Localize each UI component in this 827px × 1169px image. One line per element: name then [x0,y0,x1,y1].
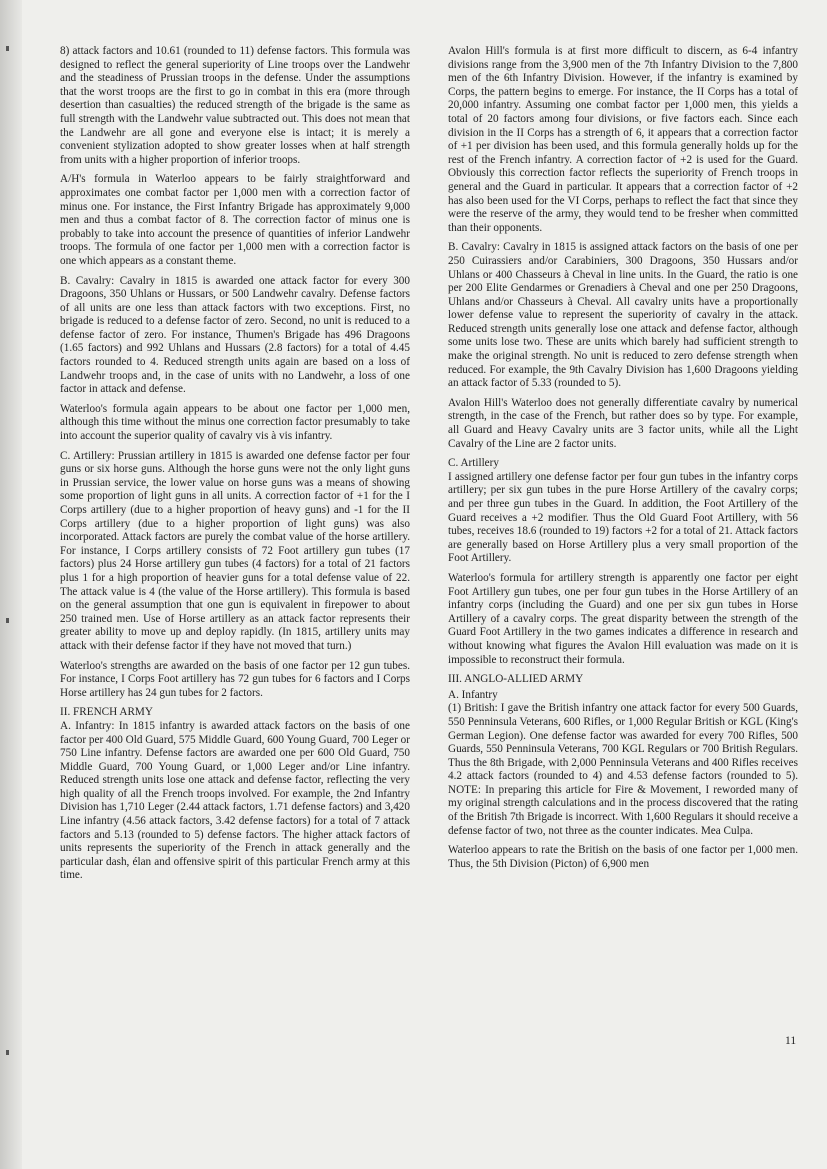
paragraph: I assigned artillery one defense factor per four gun tubes in the infantry corps artillery; per six gun tubes in the pure Horse Artillery of the cavalry corps; and per three gun tubes in the Guard. In addition, the Foot Artillery of the Guard receives a +2 modifier. Thus the Old Guard Foot Artillery, with 56 tubes, receives 18.6 (rounded to 19) factors +2 for a total of 21. Attack factors are generally based on Horse Artillery plus a very small proportion of the Foot Artillery. [448,470,798,565]
scan-mark [6,1050,9,1055]
paragraph: (1) British: I gave the British infantry one attack factor for every 500 Guards, 550 Penninsula Veterans, 600 Rifles, or 1,000 Regular British or KGL (King's German Legion). One defense factor was awarded for every 700 Rifles, 500 Guards, 550 Penninsula Veterans, 700 KGL Regulars or 700 British Regulars. Thus the 8th Brigade, with 2,000 Penninsula Veterans and 400 Rifles receives 4.2 attack factors (rounded to 4) and 4.53 defense factors (rounded to 5). NOTE: In preparing this article for Fire & Movement, I reworded many of my original strength calculations and in the process discovered that the rating of the British 7th Brigade is incorrect. With 1,600 Regulars it should receive a defense factor of two, not three as the counter indicates. Mea Culpa. [448,702,798,837]
page-number: 11 [785,1035,797,1047]
subsection-heading: C. Artillery [448,457,499,470]
paragraph: Waterloo's strengths are awarded on the basis of one factor per 12 gun tubes. For instance, I Corps Foot artillery has 72 gun tubes for 6 factors and I Corps Horse artillery has 24 gun tubes for 2 factors. [60,659,410,699]
left-column [60,45,410,889]
paragraph: 8) attack factors and 10.61 (rounded to 11) defense factors. This formula was designed to reflect the general superiority of Line troops over the Landwehr and the steadiness of Prussian troops in the defense. Under the assumptions that the worst troops are the first to go in combat in this era (more through desertion than casualties) the reduced strength of the brigade is the same as full strength with the Landwehr value subtracted out. This does not mean that the Landwehr are all gone and everyone else is intact; it is merely a convenient stylization adopted to show greater losses when at half strength from units with a higher proportion of inferior troops. [60,45,410,166]
scan-shadow [0,0,22,1169]
subsection-heading: A. Infantry [448,688,498,701]
paragraph: Avalon Hill's formula is at first more difficult to discern, as 6-4 infantry divisions range from the 3,900 men of the 7th Infantry Division to the 7,800 men of the 6th Infantry Division. However, if the infantry is examined by Corps, the pattern begins to emerge. For instance, the II Corps has a total of 20,000 infantry. Assuming one combat factor per 1,000 men, this yields a total of 20 factors among four divisions, or five factors each. Since each division in the II Corps has a strength of 6, it appears that a correction factor of +1 per division has been used, and this formula generally holds up for the rest of the French infantry. A correction factor of +2 is used for the Guard. Obviously this correction factor reflects the superiority of French troops in general and the Guard in particular. It appears that a correction factor of +2 has also been used for the VI Corps, perhaps to reflect the fact that since they were the reserve of the army, they would tend to be fresher when committed than their opponents. [448,45,798,234]
paragraph: A. Infantry: In 1815 infantry is awarded attack factors on the basis of one factor per 400 Old Guard, 575 Middle Guard, 600 Young Guard, 700 Leger or 750 Line infantry. Defense factors are awarded one per 600 Old Guard, 750 Middle Guard, 700 Young Guard, or 1,000 Leger and/or Line infantry. Reduced strength units lose one attack and defense factor, reflecting the very high quality of all the French troops involved. For example, the 2nd Infantry Division has 1,710 Leger (2.44 attack factors, 1.71 defense factors) and 3,420 Line infantry (4.56 attack factors, 3.42 defense factors) for a total of 7 attack factors and 5.13 (rounded to 5) defense factors. The higher attack factors of units represents the superiority of the French in attack generally and the particular dash, élan and offensive spirit of this particular French army at this time. [60,719,410,882]
section-heading: II. FRENCH ARMY [60,706,153,719]
scan-mark [6,46,9,51]
scan-mark [6,618,9,623]
paragraph: A/H's formula in Waterloo appears to be fairly straightforward and approximates one combat factor per 1,000 men with a correction factor of minus one. For instance, the First Infantry Brigade has approximately 9,000 men and thus a combat factor of 8. The correction factor of minus one is probably to take into account the presence of quantities of inferior Landwehr troops. The formula of one factor per 1,000 men with a correction factor is one which appears as a constant theme. [60,173,410,267]
section-heading: III. ANGLO-ALLIED ARMY [448,673,584,686]
paragraph: B. Cavalry: Cavalry in 1815 is assigned attack factors on the basis of one per 250 Cuirassiers and/or Carabiniers, 300 Dragoons, 350 Hussars and/or Uhlans or 400 Chasseurs à Cheval in line units. In the Guard, the ratio is one per 200 Elite Gendarmes or Grenadiers à Cheval and one per 250 Dragoons, Uhlans and/or Chasseurs à Cheval. All cavalry units have a proportionally lower defense value to represent the superiority of cavalry in the attack. Reduced strength units generally lose one attack and defense factor, although some units lose two. These are units which barely had sufficient strength to make the original strength. No unit is reduced to zero defense strength when reduced. For example, the 9th Cavalry Division has 1,600 Dragoons yielding an attack factor of 5.33 (rounded to 5). [448,241,798,390]
paragraph: Waterloo appears to rate the British on the basis of one factor per 1,000 men. Thus, the 5th Division (Picton) of 6,900 men [448,844,798,870]
paragraph: Waterloo's formula for artillery strength is apparently one factor per eight Foot Artillery gun tubes, one per four gun tubes in the Horse Artillery of an infantry corps (including the Guard) and one per six gun tubes in Horse Artillery of a cavalry corps. The great disparity between the strength of the Guard Foot Artillery in the two games indicates a difference in research and without knowing what figures the Avalon Hill evaluation was made on it is impossible to reconstruct their formula. [448,571,798,666]
paragraph: Avalon Hill's Waterloo does not generally differentiate cavalry by numerical strength, in the case of the French, but rather does so by type. For example, all Guard and Heavy Cavalry units are 3 factor units, while all the Light Cavalry of the Line are 2 factor units. [448,396,798,450]
paragraph: Waterloo's formula again appears to be about one factor per 1,000 men, although this time without the minus one correction factor presumably to take into account the superior quality of cavalry vis à vis infantry. [60,402,410,443]
right-column [448,45,798,877]
paragraph: B. Cavalry: Cavalry in 1815 is awarded one attack factor for every 300 Dragoons, 350 Uhlans or Hussars, or 500 Landwehr cavalry. Defense factors of all units are one less than attack factors with two exceptions. First, no brigade is reduced to a defense factor of zero. Second, no unit is reduced to a defense factor of zero. For instance, Thumen's Brigade has 496 Dragoons (1.65 factors) and 992 Uhlans and Hussars (2.8 factors) for a total of 4.45 factors rounded to 4. Reduced strength units again are based on a loss of Landwehr troops and, in the case of units with no Landwehr, a loss of one factor in attack and defense. [60,274,410,396]
paragraph: C. Artillery: Prussian artillery in 1815 is awarded one defense factor per four guns or six horse guns. Although the horse guns were not the only light guns in Prussian service, the lower value on horse guns was a means of showing some proportion of light guns in all units. A correction factor of +1 for the I Corps artillery (due to a higher proportion of heavy guns) and -1 for the II Corps artillery (due to a higher proportion of light guns) was also incorporated. Attack factors are purely the combat value of the horse artillery. For instance, I Corps artillery consists of 72 Foot artillery gun tubes (17 factors) plus 24 Horse artillery gun tubes (4 factors) for a total of 21 factors plus 1 for a high proportion of heavier guns for a total defense value of 22. The attack value is 4 (the value of the Horse artillery). This formula is based on the general assumption that one gun is equivalent in firepower to about 250 trained men. Use of Horse artillery as an attack factor represents their greater ability to move up and deploy rapidly. (In 1815, artillery units may attack with their defense factor if they have not moved that turn.) [60,449,410,652]
